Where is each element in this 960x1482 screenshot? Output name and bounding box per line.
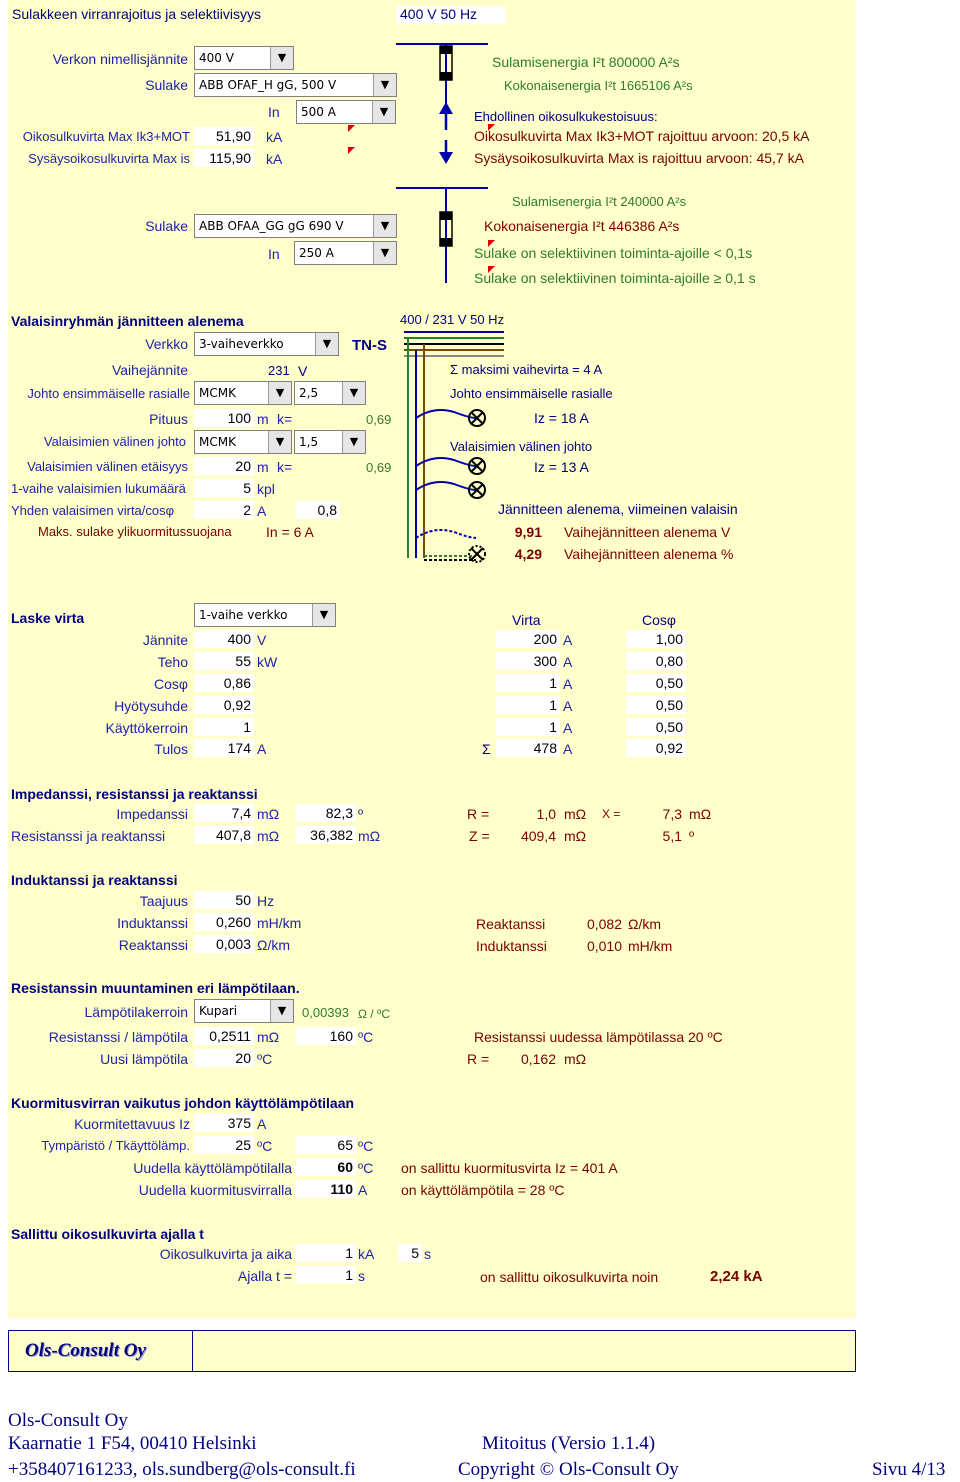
Z-angle: 5,1 bbox=[662, 828, 682, 844]
ambient-label: Tympäristö / Tkäyttölämp. bbox=[41, 1138, 190, 1153]
calc-label: Käyttökerroin bbox=[105, 720, 188, 736]
chevron-down-icon: ▼ bbox=[268, 431, 291, 453]
new-current-label: Uudella kuormitusvirralla bbox=[138, 1182, 292, 1198]
X-label: X = bbox=[602, 807, 621, 821]
fuse1-melt-energy: Sulamisenergia I²t 800000 A²s bbox=[492, 54, 680, 70]
footer-logo-bar bbox=[8, 1330, 856, 1372]
result-inductance-unit: mH/km bbox=[628, 938, 673, 954]
impedance-title: Impedanssi, resistanssi ja reaktanssi bbox=[11, 786, 258, 802]
result-reactance-label: Reaktanssi bbox=[476, 916, 546, 932]
comment-marker bbox=[348, 125, 355, 132]
cable2-type-select[interactable]: MCMK ▼ bbox=[194, 430, 292, 454]
impedance-angle[interactable]: 82,3 bbox=[296, 804, 356, 822]
network-select[interactable]: 3-vaiheverkko ▼ bbox=[194, 332, 339, 356]
footer-copyright: Copyright © Ols-Consult Oy bbox=[458, 1459, 679, 1480]
sigma-sign: Σ bbox=[482, 741, 491, 757]
chevron-down-icon: ▼ bbox=[270, 1000, 293, 1022]
result-reactance-unit: Ω/km bbox=[628, 916, 662, 932]
phase-voltage-label: Vaihejännite bbox=[111, 362, 188, 378]
cond-line1: Oikosulkuvirta Max Ik3+MOT rajoittuu arvoon: 20,5 kA bbox=[474, 128, 810, 144]
iz-label: Kuormitettavuus Iz bbox=[74, 1116, 190, 1132]
impedance-unit: mΩ bbox=[257, 806, 280, 822]
footer-contact[interactable]: +358407161233, ols.sundberg@ols-consult.fi bbox=[8, 1459, 356, 1480]
phase-voltage-unit: V bbox=[298, 363, 308, 379]
lamp-icon bbox=[466, 407, 488, 567]
new-op-temp-unit: ºC bbox=[358, 1160, 374, 1176]
calc-label: Cosφ bbox=[154, 676, 188, 692]
chevron-down-icon: ▼ bbox=[268, 382, 291, 404]
temperature-title: Resistanssin muuntaminen eri lämpötilaan. bbox=[11, 980, 300, 996]
calc-unit: A bbox=[257, 741, 267, 757]
current-unit: A bbox=[257, 503, 267, 519]
fuse2-total-energy: Kokonaisenergia I²t 446386 A²s bbox=[484, 218, 680, 234]
cos-phi-value[interactable]: 0,50 bbox=[626, 696, 686, 714]
drop-v-label: Vaihejännitteen alenema V bbox=[564, 524, 731, 540]
cable2-label: Valaisimien välinen johto bbox=[43, 434, 186, 449]
virta-value[interactable]: 300 bbox=[496, 652, 560, 670]
calc-value[interactable]: 174 bbox=[194, 739, 254, 757]
new-op-temp-result: on sallittu kuormitusvirta Iz = 401 A bbox=[401, 1160, 618, 1176]
is-unit: kA bbox=[266, 151, 283, 167]
cable1-label: Johto ensimmäiselle rasialle bbox=[27, 386, 190, 401]
res-temp-label: Resistanssi / lämpötila bbox=[48, 1029, 188, 1045]
supply-voltage: 400 V 50 Hz bbox=[396, 6, 505, 24]
chevron-down-icon: ▼ bbox=[315, 333, 338, 355]
cos-phi-value[interactable]: 1,00 bbox=[626, 630, 686, 648]
shortcircuit-result-label: on sallittu oikosulkuvirta noin bbox=[480, 1269, 659, 1285]
drop-pct-value: 4,29 bbox=[514, 546, 542, 562]
res-temp-value[interactable]: 0,2511 bbox=[194, 1027, 254, 1045]
result-inductance-value: 0,010 bbox=[586, 938, 622, 954]
temp-result-value: 0,162 bbox=[520, 1051, 556, 1067]
new-op-temp-value[interactable]: 60 bbox=[296, 1158, 356, 1176]
count-unit: kpl bbox=[257, 481, 275, 497]
ik-value[interactable]: 51,90 bbox=[194, 127, 254, 145]
calc-value[interactable]: 0,92 bbox=[194, 696, 254, 714]
res-temp-unit: mΩ bbox=[257, 1029, 280, 1045]
cos-phi-value[interactable]: 0,92 bbox=[626, 739, 686, 757]
virta-value[interactable]: 1 bbox=[496, 718, 560, 736]
temp-coef-value: 0,00393 bbox=[302, 1005, 349, 1020]
ambient-value[interactable]: 25 bbox=[194, 1136, 254, 1154]
Z-degree: º bbox=[689, 828, 695, 844]
reactance-km-unit: Ω/km bbox=[257, 937, 291, 953]
distance-label: Valaisimien välinen etäisyys bbox=[27, 459, 188, 474]
comment-marker bbox=[488, 240, 495, 247]
drop-pct-label: Vaihejännitteen alenema % bbox=[564, 546, 734, 562]
ik-time-value[interactable]: 1 bbox=[296, 1244, 356, 1262]
fuse1-select[interactable]: ABB OFAF_H gG, 500 V ▼ bbox=[194, 73, 397, 97]
cos-header: Cosφ bbox=[642, 612, 676, 628]
impedance-value[interactable]: 7,4 bbox=[194, 804, 254, 822]
X-unit: mΩ bbox=[689, 806, 712, 822]
drop-v-value: 9,91 bbox=[514, 524, 542, 540]
reactance-label: Reaktanssi bbox=[118, 937, 188, 953]
new-current-result: on käyttölämpötila = 28 ºC bbox=[401, 1182, 565, 1198]
cos-phi-value[interactable]: 0,50 bbox=[626, 718, 686, 736]
chevron-down-icon: ▼ bbox=[373, 74, 396, 96]
virta-value[interactable]: 1 bbox=[496, 674, 560, 692]
reactance-km-value[interactable]: 0,003 bbox=[194, 935, 254, 953]
calc-value[interactable]: 55 bbox=[194, 652, 254, 670]
cos-phi-value[interactable]: 0,50 bbox=[626, 674, 686, 692]
calc-unit: V bbox=[257, 632, 267, 648]
Z-unit: mΩ bbox=[564, 828, 587, 844]
Z-value: 409,4 bbox=[520, 828, 556, 844]
current-label: Yhden valaisimen virta/cosφ bbox=[11, 503, 175, 518]
fuse2-label: Sulake bbox=[145, 218, 188, 234]
distance-unit: m bbox=[257, 459, 269, 475]
phase-voltage-value: 231 bbox=[268, 363, 290, 378]
length-label: Pituus bbox=[149, 411, 188, 427]
phase-mode-select[interactable]: 1-vaihe verkko ▼ bbox=[194, 603, 336, 627]
load-title: Kuormitusvirran vaikutus johdon käyttölämpötilaan bbox=[11, 1095, 355, 1111]
temp-result-title: Resistanssi uudessa lämpötilassa 20 ºC bbox=[474, 1029, 723, 1045]
length-value[interactable]: 100 bbox=[194, 409, 254, 427]
Z-label: Z = bbox=[469, 828, 490, 844]
calc-label: Jännite bbox=[142, 632, 188, 648]
at-time-value[interactable]: 1 bbox=[296, 1266, 356, 1284]
chevron-down-icon: ▼ bbox=[373, 242, 396, 264]
shortcircuit-result-value: 2,24 kA bbox=[710, 1268, 763, 1285]
lighting-title: Valaisinryhmän jännitteen alenema bbox=[11, 313, 244, 329]
virta-value[interactable]: 1 bbox=[496, 696, 560, 714]
selectivity-line1: Sulake on selektiivinen toiminta-ajoille < 0,1s bbox=[474, 245, 753, 261]
footer-company: Ols-Consult Oy bbox=[8, 1410, 128, 1431]
footer-version: Mitoitus (Versio 1.1.4) bbox=[482, 1433, 656, 1454]
ambient-unit: ºC bbox=[257, 1138, 273, 1154]
calc-label: Hyötysuhde bbox=[114, 698, 188, 714]
footer-address: Kaarnatie 1 F54, 00410 Helsinki bbox=[8, 1433, 257, 1454]
virta-unit: A bbox=[563, 654, 573, 670]
k-label: k= bbox=[277, 459, 293, 475]
chevron-down-icon: ▼ bbox=[373, 215, 396, 237]
tns-label: TN-S bbox=[352, 337, 387, 354]
chevron-down-icon: ▼ bbox=[270, 47, 293, 69]
R-unit: mΩ bbox=[564, 806, 587, 822]
at-time-label: Ajalla t = bbox=[237, 1268, 292, 1284]
fuse2-in-select[interactable]: 250 A ▼ bbox=[294, 241, 397, 265]
sum-current: Σ maksimi vaihevirta = 4 A bbox=[450, 362, 603, 377]
inductance-unit: mH/km bbox=[257, 915, 302, 931]
calc-value[interactable]: 400 bbox=[194, 630, 254, 648]
chevron-down-icon: ▼ bbox=[372, 101, 395, 123]
R-label: R = bbox=[467, 806, 490, 822]
temp-result-unit: mΩ bbox=[564, 1051, 587, 1067]
virta-value[interactable]: 200 bbox=[496, 630, 560, 648]
resistance-value[interactable]: 407,8 bbox=[194, 826, 254, 844]
calc-label: Tulos bbox=[154, 741, 188, 757]
operating-temp-unit: ºC bbox=[358, 1138, 374, 1154]
current-value[interactable]: 2 bbox=[194, 501, 254, 519]
page-title: Sulakkeen virranrajoitus ja selektiivisyys bbox=[12, 6, 261, 22]
iz-value[interactable]: 375 bbox=[194, 1114, 254, 1132]
ik-unit: kA bbox=[266, 129, 283, 145]
length-unit: m bbox=[257, 411, 269, 427]
new-temp-unit: ºC bbox=[257, 1051, 273, 1067]
iz1: Iz = 18 A bbox=[534, 410, 589, 426]
cable2-size-select[interactable]: 1,5 ▼ bbox=[294, 430, 366, 454]
virta-unit: A bbox=[563, 741, 573, 757]
network-voltage-label: Verkon nimellisjännite bbox=[52, 51, 188, 67]
comment-marker bbox=[348, 147, 355, 154]
k2-value: 0,69 bbox=[366, 460, 392, 475]
current-calc-title: Laske virta bbox=[11, 610, 85, 626]
fuse1-in-select[interactable]: 500 A ▼ bbox=[296, 100, 396, 124]
inductance-title: Induktanssi ja reaktanssi bbox=[11, 872, 178, 888]
cable1-size-select[interactable]: 2,5 ▼ bbox=[294, 381, 366, 405]
frequency-label: Taajuus bbox=[139, 893, 188, 909]
time-unit: s bbox=[424, 1246, 431, 1262]
X-value: 7,3 bbox=[662, 806, 682, 822]
virta-unit: A bbox=[563, 698, 573, 714]
ik-time-unit: kA bbox=[358, 1246, 375, 1262]
chevron-down-icon: ▼ bbox=[312, 604, 335, 626]
is-label: Sysäysoikosulkuvirta Max is bbox=[28, 151, 190, 166]
virta-unit: A bbox=[563, 676, 573, 692]
fuse1-total-energy: Kokonaisenergia I²t 1665106 A²s bbox=[504, 78, 693, 93]
calc-unit: kW bbox=[257, 654, 278, 670]
reactance-unit: mΩ bbox=[358, 828, 381, 844]
cond-line2: Sysäysoikosulkuvirta Max is rajoittuu arvoon: 45,7 kA bbox=[474, 150, 804, 166]
impedance-label: Impedanssi bbox=[116, 806, 188, 822]
calc-value[interactable]: 0,86 bbox=[194, 674, 254, 692]
calc-label: Teho bbox=[157, 654, 188, 670]
k-label: k= bbox=[277, 411, 293, 427]
cond-title: Ehdollinen oikosulkukestoisuus: bbox=[474, 109, 658, 124]
temp-result-label: R = bbox=[467, 1051, 490, 1067]
frequency-unit: Hz bbox=[257, 893, 275, 909]
footer-page-number: Sivu 4/13 bbox=[872, 1459, 946, 1480]
new-temp-value[interactable]: 20 bbox=[194, 1049, 254, 1067]
ik-time-label: Oikosulkuvirta ja aika bbox=[159, 1246, 292, 1262]
comment-marker bbox=[488, 266, 495, 273]
cos-value[interactable]: 0,8 bbox=[296, 501, 340, 519]
ik-label: Oikosulkuvirta Max Ik3+MOT bbox=[22, 129, 190, 144]
fuse1-label: Sulake bbox=[145, 77, 188, 93]
count-value[interactable]: 5 bbox=[194, 479, 254, 497]
at-time-unit: s bbox=[358, 1268, 365, 1284]
iz-unit: A bbox=[257, 1116, 267, 1132]
fuse2-select[interactable]: ABB OFAA_GG gG 690 V ▼ bbox=[194, 214, 397, 238]
material-select[interactable]: Kupari ▼ bbox=[194, 999, 294, 1023]
result-reactance-value: 0,082 bbox=[586, 916, 622, 932]
result-inductance-label: Induktanssi bbox=[476, 938, 547, 954]
R-value: 1,0 bbox=[536, 806, 556, 822]
chevron-down-icon: ▼ bbox=[342, 431, 365, 453]
reactance-value[interactable]: 36,382 bbox=[296, 826, 356, 844]
fuse2-in-label: In bbox=[268, 246, 280, 262]
rx-label: Resistanssi ja reaktanssi bbox=[11, 828, 166, 844]
fuse1-in-label: In bbox=[268, 104, 280, 120]
distance-value[interactable]: 20 bbox=[194, 457, 254, 475]
virta-unit: A bbox=[563, 720, 573, 736]
iz2: Iz = 13 A bbox=[534, 459, 589, 475]
frequency-value[interactable]: 50 bbox=[194, 891, 254, 909]
drop-title: Jännitteen alenema, viimeinen valaisin bbox=[498, 501, 738, 517]
k1-value: 0,69 bbox=[366, 412, 392, 427]
virta-value[interactable]: 478 bbox=[496, 739, 560, 757]
is-value[interactable]: 115,90 bbox=[194, 149, 254, 167]
new-current-unit: A bbox=[358, 1182, 368, 1198]
lighting-voltage: 400 / 231 V 50 Hz bbox=[400, 312, 505, 327]
network-voltage-select[interactable]: 400 V ▼ bbox=[194, 46, 294, 70]
fuse2-melt-energy: Sulamisenergia I²t 240000 A²s bbox=[512, 194, 687, 209]
temp-value[interactable]: 160 bbox=[296, 1027, 356, 1045]
shortcircuit-title: Sallittu oikosulkuvirta ajalla t bbox=[11, 1226, 204, 1242]
time-value[interactable]: 5 bbox=[398, 1244, 422, 1262]
virta-unit: A bbox=[563, 632, 573, 648]
temp-coef-label: Lämpötilakerroin bbox=[84, 1004, 188, 1020]
network-label: Verkko bbox=[145, 336, 188, 352]
virta-header: Virta bbox=[512, 612, 541, 628]
diag-cable2: Valaisimien välinen johto bbox=[450, 439, 593, 454]
new-temp-label: Uusi lämpötila bbox=[100, 1051, 188, 1067]
cos-phi-value[interactable]: 0,80 bbox=[626, 652, 686, 670]
max-fuse-value: In = 6 A bbox=[266, 524, 314, 540]
calc-value[interactable]: 1 bbox=[194, 718, 254, 736]
max-fuse-label: Maks. sulake ylikuormitussuojana bbox=[38, 524, 232, 539]
operating-temp-value[interactable]: 65 bbox=[296, 1136, 356, 1154]
inductance-label: Induktanssi bbox=[117, 915, 188, 931]
resistance-unit: mΩ bbox=[257, 828, 280, 844]
chevron-down-icon: ▼ bbox=[342, 382, 365, 404]
degree-sign: º bbox=[358, 806, 364, 822]
new-current-value[interactable]: 110 bbox=[296, 1180, 356, 1198]
count-label: 1-vaihe valaisimien lukumäärä bbox=[11, 481, 186, 496]
temp-coef-unit: Ω / ºC bbox=[358, 1007, 391, 1021]
company-logo: Ols-Consult Oy bbox=[9, 1331, 193, 1371]
selectivity-line2: Sulake on selektiivinen toiminta-ajoille ≥ 0,1 s bbox=[474, 270, 756, 286]
new-op-temp-label: Uudella käyttölämpötilalla bbox=[133, 1160, 292, 1176]
inductance-value[interactable]: 0,260 bbox=[194, 913, 254, 931]
diag-cable1: Johto ensimmäiselle rasialle bbox=[450, 386, 613, 401]
cable1-type-select[interactable]: MCMK ▼ bbox=[194, 381, 292, 405]
temp-unit: ºC bbox=[358, 1029, 374, 1045]
